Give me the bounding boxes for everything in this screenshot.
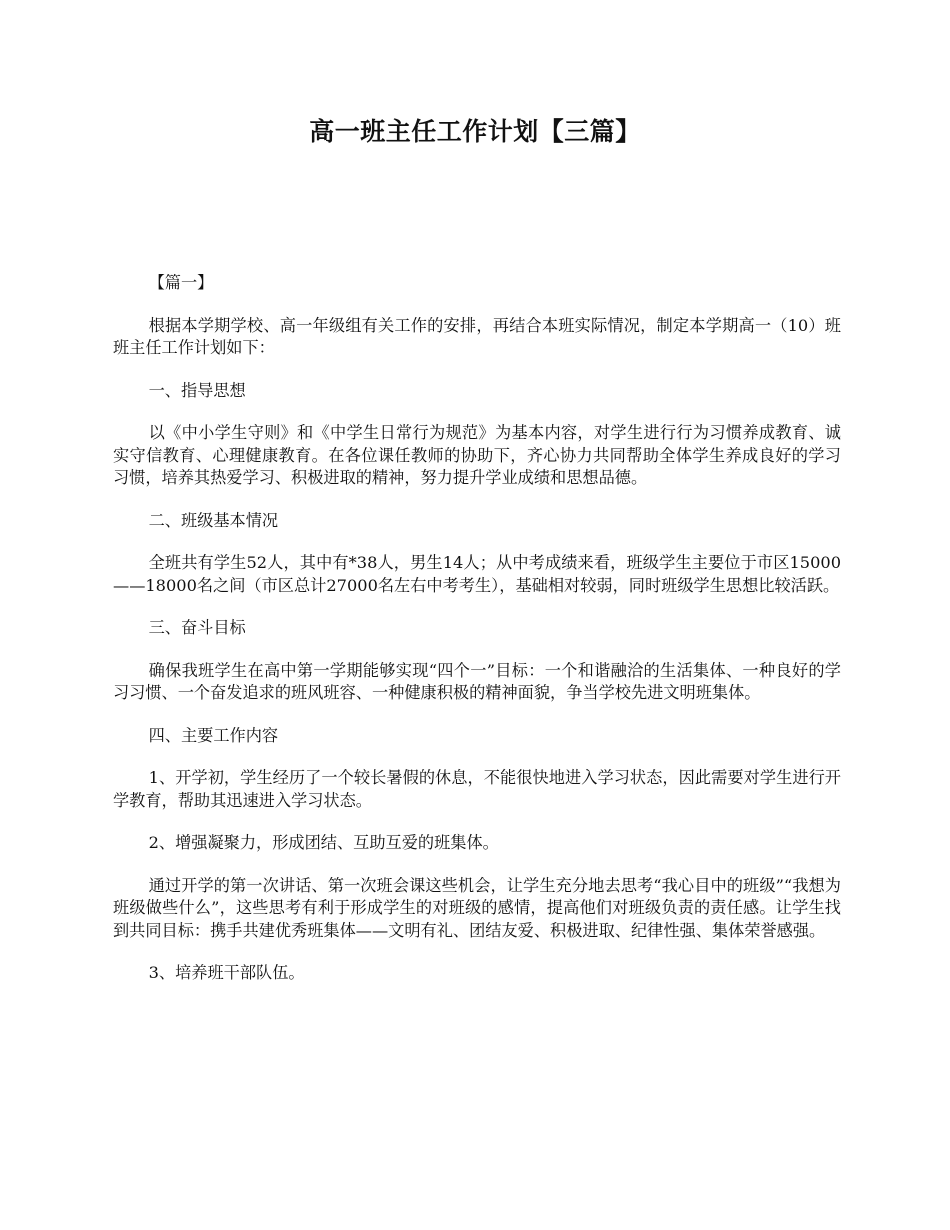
heading-guiding-ideology: 一、指导思想 <box>148 380 246 400</box>
paragraph-goals: 确保我班学生在高中第一学期能够实现“四个一”目标：一个和谐融洽的生活集体、一种良好的学习习惯、一个奋发追求的班风班容、一种健康积极的精神面貌，争当学校先进文明班集体。 <box>113 660 841 702</box>
section-heading-part-one: 【篇一】 <box>148 273 214 292</box>
heading-class-situation: 二、班级基本情况 <box>148 510 279 530</box>
paragraph-work-item-1: 1、开学初，学生经历了一个较长暑假的休息，不能很快地进入学习状态，因此需要对学生进行开学教育，帮助其迅速进入学习状态。 <box>113 768 841 810</box>
paragraph-class-situation: 全班共有学生52人，其中有*38人，男生14人；从中考成绩来看，班级学生主要位于市区15000——18000名之间（市区总计27000名左右中考考生），基础相对较弱，同时班级学生思想比较活跃。 <box>113 553 841 595</box>
document-body <box>113 272 841 985</box>
document-title: 高一班主任工作计划【三篇】 <box>309 117 641 146</box>
heading-goals: 三、奋斗目标 <box>148 618 246 637</box>
paragraph-cohesion: 通过开学的第一次讲话、第一次班会课这些机会，让学生充分地去思考“我心目中的班级”“我想为班级做些什么”，这些思考有利于形成学生的对班级的感情，提高他们对班级负责的责任感。让学生找到共同目标：携手共建优秀班集体——文明有礼、团结友爱、积极进取、纪律性强、集体荣誉感强。 <box>113 875 841 940</box>
paragraph-work-item-3: 3、培养班干部队伍。 <box>148 963 305 982</box>
paragraph-work-item-2: 2、增强凝聚力，形成团结、互助互爱的班集体。 <box>148 833 499 852</box>
paragraph-guiding-ideology: 以《中小学生守则》和《中学生日常行为规范》为基本内容，对学生进行行为习惯养成教育、诚实守信教育、心理健康教育。在各位课任教师的协助下，齐心协力共同帮助全体学生养成良好的学习习惯，培养其热爱学习、积极进取的精神，努力提升学业成绩和思想品德。 <box>113 423 841 487</box>
paragraph-intro: 根据本学期学校、高一年级组有关工作的安排，再结合本班实际情况，制定本学期高一（10）班班主任工作计划如下： <box>113 315 841 357</box>
heading-main-work: 四、主要工作内容 <box>148 725 279 745</box>
